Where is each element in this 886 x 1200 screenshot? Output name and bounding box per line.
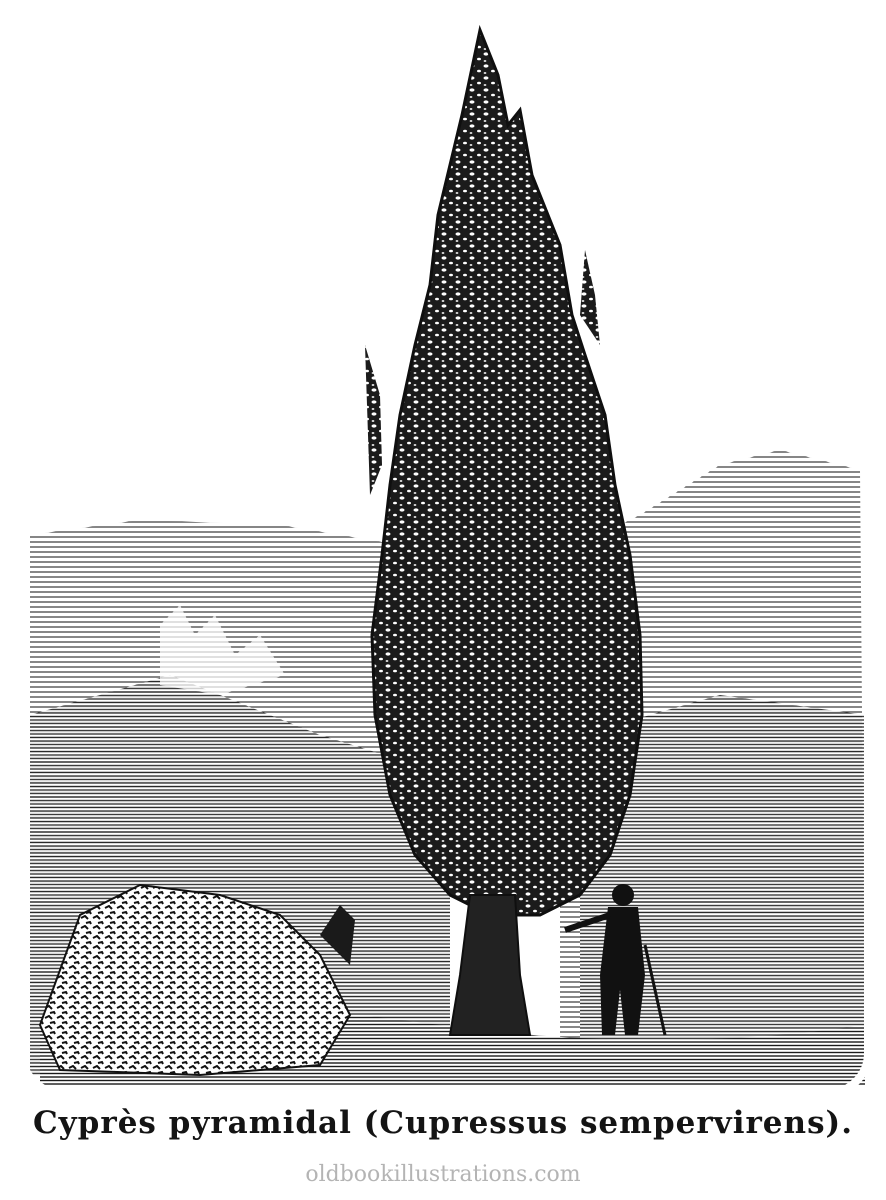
engraving-illustration: [20, 15, 870, 1095]
source-watermark: oldbookillustrations.com: [305, 1162, 581, 1187]
illustration-caption: Cyprès pyramidal (Cupressus sempervirens).: [33, 1105, 853, 1141]
